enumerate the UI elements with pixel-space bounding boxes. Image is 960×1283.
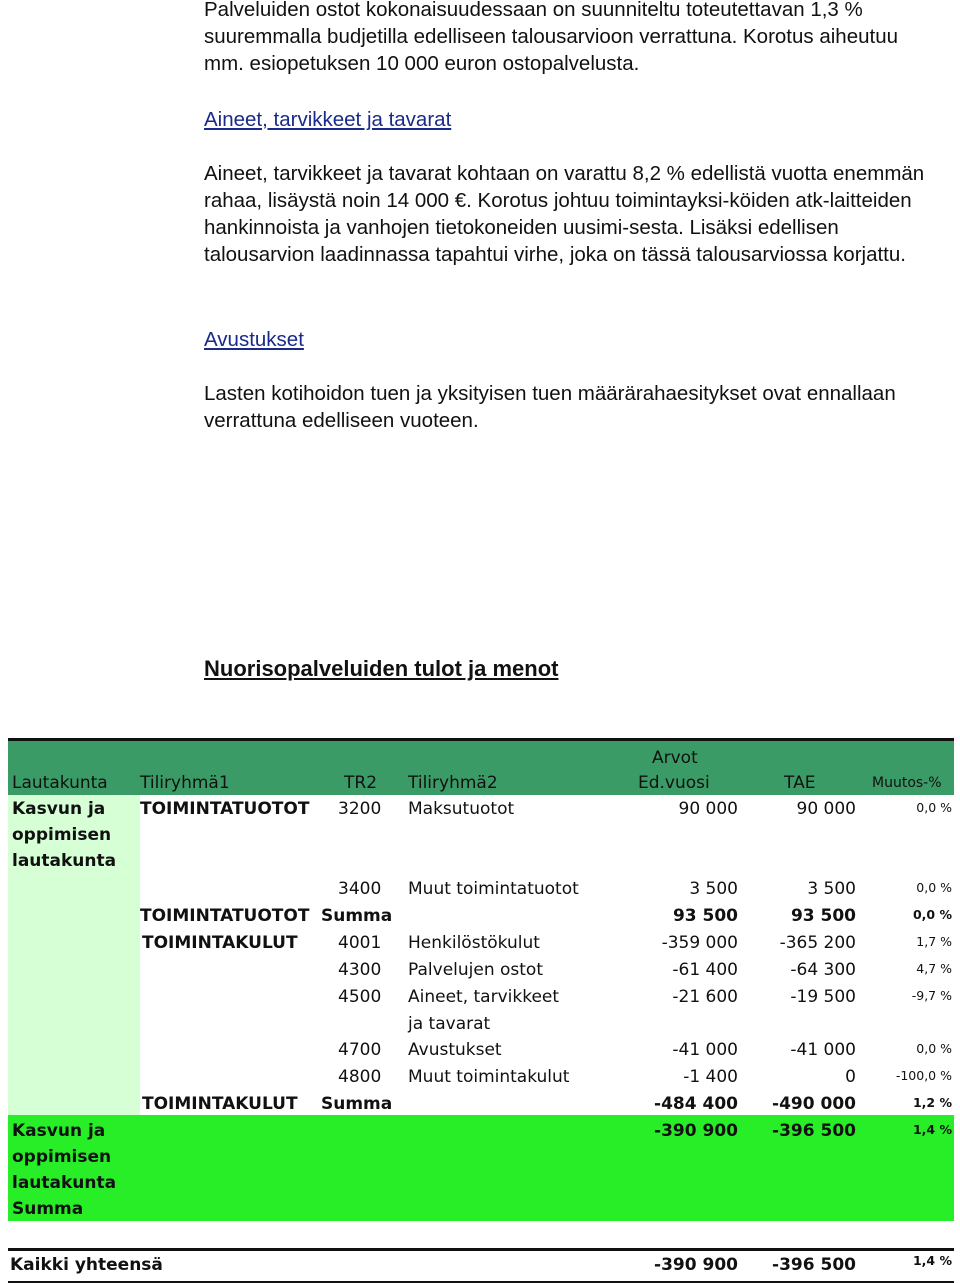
row-8-tae: -490 000 xyxy=(772,1094,856,1114)
row-4-tae: -64 300 xyxy=(790,960,856,980)
paragraph-palveluiden-ostot: Palveluiden ostot kokonaisuudessaan on suunniteltu toteutettavan 1,3 % suuremmalla budjetilla edelliseen talousarvioon verrattuna. Korotus aiheutuu mm. esiopetuksen 10 000 euron ostopalvelusta. xyxy=(204,0,898,75)
row-2-tiliryhma1: TOIMINTATUOTOT xyxy=(140,906,310,926)
row-1-muutos: 0,0 % xyxy=(916,880,952,895)
row-5-tiliryhma2: Aineet, tarvikkeet xyxy=(408,987,560,1007)
paragraph-aineet: Aineet, tarvikkeet ja tavarat kohtaan on varattu 8,2 % edellistä vuotta enemmän rahaa, lisäystä noin 14 000 €. Korotus johtuu toimintayksi-köiden atk-laitteiden hankinnoista ja vanhojen tietokoneiden uusimi-sesta. Lisäksi edellisen talousarvion laadinnassa tapahtui virhe, joka on tässä talousarviossa korjattu. xyxy=(204,162,925,266)
budget-table xyxy=(8,738,954,1220)
row-0-tr2: 3200 xyxy=(338,799,382,819)
header-tr2: TR2 xyxy=(344,773,378,793)
row-8-edvuosi: -484 400 xyxy=(654,1094,738,1114)
row-8-tr2: Summa xyxy=(321,1094,393,1114)
row-0-edvuosi: 90 000 xyxy=(678,799,738,819)
row-3-tr2: 4001 xyxy=(338,933,382,953)
header-muutos: Muutos-% xyxy=(872,775,942,791)
row-4-tiliryhma2: Palvelujen ostot xyxy=(408,960,543,980)
row-8-tiliryhma1: TOIMINTAKULUT xyxy=(142,1094,298,1114)
row-0-tiliryhma2: Maksutuotot xyxy=(408,799,515,819)
header-arvot: Arvot xyxy=(652,748,698,768)
row-3-tae: -365 200 xyxy=(779,933,856,953)
row-5-tae: -19 500 xyxy=(790,987,856,1007)
row-4-edvuosi: -61 400 xyxy=(672,960,738,980)
row-6-tae: -41 000 xyxy=(790,1040,856,1060)
row-0-tiliryhma1: TOIMINTATUOTOT xyxy=(140,799,310,819)
paragraph-avustukset: Lasten kotihoidon tuen ja yksityisen tuen määrärahaesitykset ovat ennallaan verrattuna edelliseen vuoteen. xyxy=(204,382,896,432)
header-edvuosi: Ed.vuosi xyxy=(638,773,710,793)
row-6-tr2: 4700 xyxy=(338,1040,382,1060)
row-6-muutos: 0,0 % xyxy=(916,1041,952,1056)
total-label: Kaikki yhteensä xyxy=(10,1255,163,1275)
summa-tae: -396 500 xyxy=(772,1121,856,1141)
section-title: Nuorisopalveluiden tulot ja menot xyxy=(204,656,559,681)
total-tae: -396 500 xyxy=(772,1255,856,1275)
summa-edvuosi: -390 900 xyxy=(654,1121,738,1141)
table-header xyxy=(8,741,954,795)
row-3-tiliryhma1: TOIMINTAKULUT xyxy=(142,933,298,953)
header-tiliryhma2: Tiliryhmä2 xyxy=(408,773,498,793)
row-2-tae: 93 500 xyxy=(790,906,856,926)
row-2-tr2: Summa xyxy=(321,906,393,926)
row-6-tiliryhma2: Avustukset xyxy=(408,1040,502,1060)
row-0-tae: 90 000 xyxy=(796,799,856,819)
row-3-muutos: 1,7 % xyxy=(916,934,952,949)
row-1-tae: 3 500 xyxy=(807,879,856,899)
row-1-tiliryhma2: Muut toimintatuotot xyxy=(408,879,579,899)
lautakunta-label: Kasvun ja oppimisen lautakunta xyxy=(12,799,117,871)
row-2-muutos: 0,0 % xyxy=(912,907,952,922)
row-7-tr2: 4800 xyxy=(338,1067,382,1087)
total-muutos: 1,4 % xyxy=(912,1253,952,1268)
heading-aineet: Aineet, tarvikkeet ja tavarat xyxy=(204,108,452,131)
row-4-tr2: 4300 xyxy=(338,960,382,980)
row-7-muutos: -100,0 % xyxy=(895,1068,952,1083)
row-2-edvuosi: 93 500 xyxy=(672,906,738,926)
row-0-muutos: 0,0 % xyxy=(916,800,952,815)
row-1-tr2: 3400 xyxy=(338,879,382,899)
summa-muutos: 1,4 % xyxy=(912,1122,952,1137)
row-5-muutos: -9,7 % xyxy=(911,988,952,1003)
row-8-muutos: 1,2 % xyxy=(912,1095,952,1110)
row-7-tiliryhma2: Muut toimintakulut xyxy=(408,1067,570,1087)
row-5-edvuosi: -21 600 xyxy=(672,987,738,1007)
header-tae: TAE xyxy=(784,773,816,793)
row-1-edvuosi: 3 500 xyxy=(689,879,738,899)
row-5-tiliryhma2-line2: ja tavarat xyxy=(408,1014,491,1034)
row-7-edvuosi: -1 400 xyxy=(683,1067,738,1087)
row-5-tr2: 4500 xyxy=(338,987,382,1007)
row-3-tiliryhma2: Henkilöstökulut xyxy=(408,933,540,953)
table-body xyxy=(8,795,954,1220)
row-3-edvuosi: -359 000 xyxy=(661,933,738,953)
row-6-edvuosi: -41 000 xyxy=(672,1040,738,1060)
header-tiliryhma1: Tiliryhmä1 xyxy=(140,773,230,793)
heading-avustukset: Avustukset xyxy=(204,328,304,351)
row-7-tae: 0 xyxy=(845,1067,856,1087)
total-edvuosi: -390 900 xyxy=(654,1255,738,1275)
summa-label: Kasvun ja oppimisen lautakunta Summa xyxy=(12,1121,117,1219)
row-4-muutos: 4,7 % xyxy=(916,961,952,976)
total-row xyxy=(8,1248,954,1283)
header-lautakunta: Lautakunta xyxy=(12,773,108,793)
